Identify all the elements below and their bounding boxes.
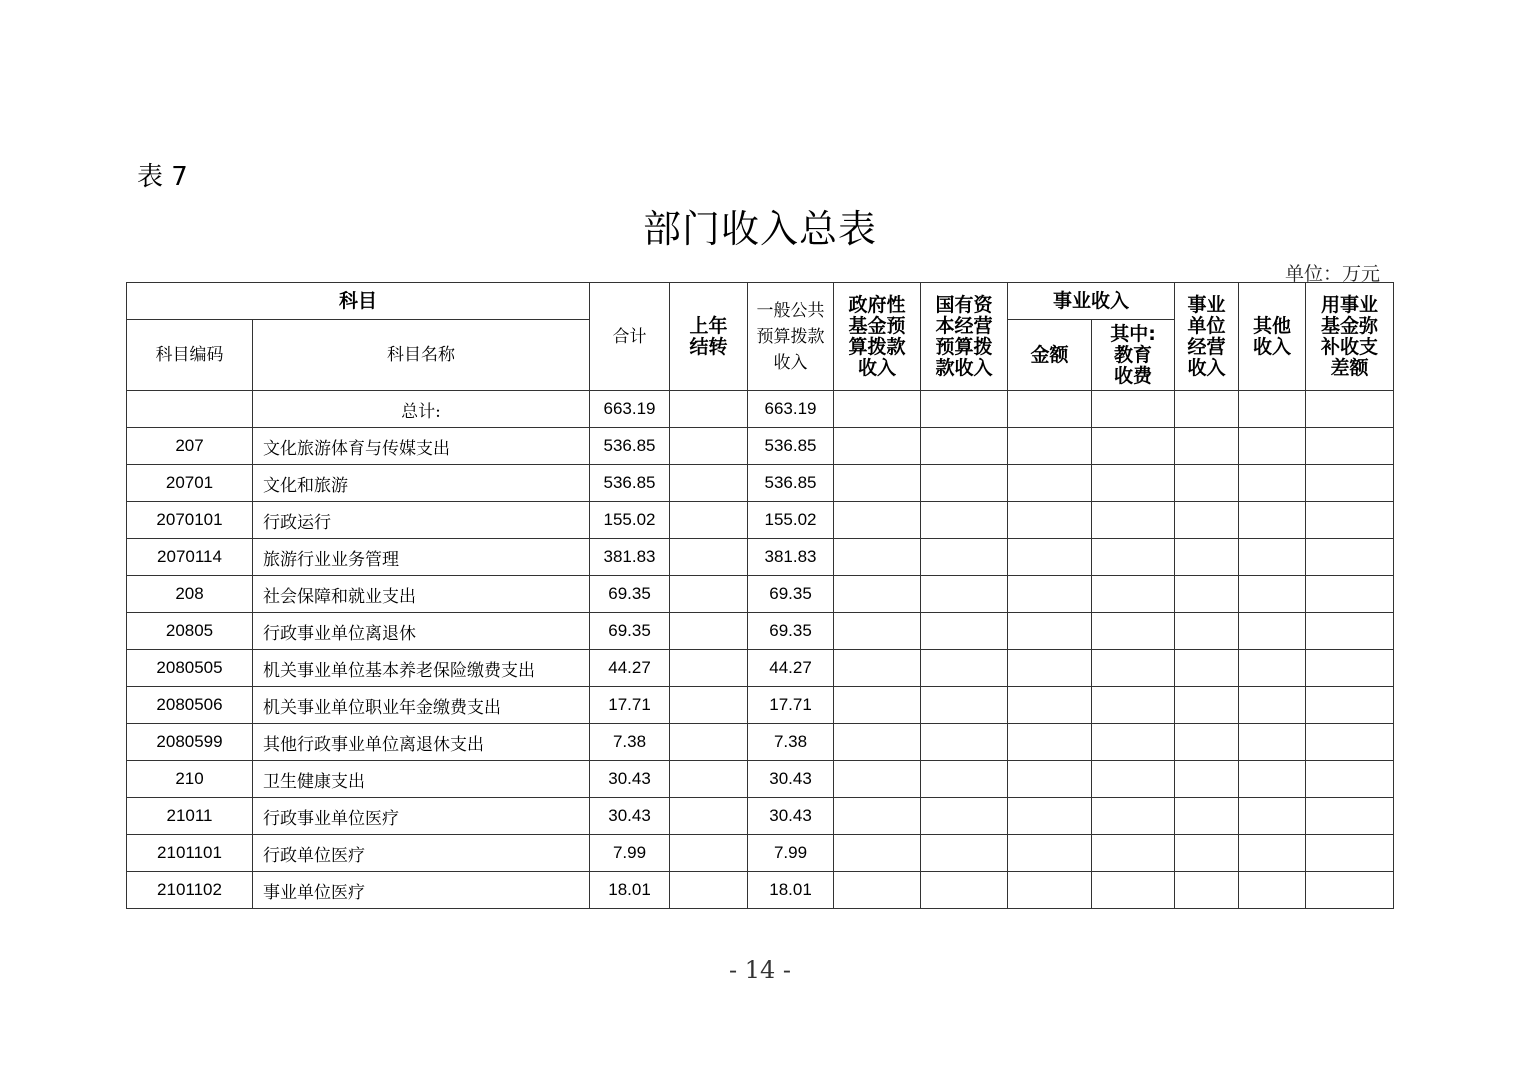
header-subject-code: 科目编码 — [127, 320, 253, 391]
cell-code: 2070114 — [127, 539, 253, 576]
table-row — [127, 872, 1394, 909]
cell-empty — [1008, 650, 1092, 687]
page-title: 部门收入总表 — [642, 207, 877, 251]
cell-general: 536.85 — [748, 465, 834, 502]
header-edu-fee-line: 教育 — [1114, 343, 1153, 366]
header-fund-supplement-line: 基金弥 — [1321, 314, 1379, 337]
cell-empty — [834, 428, 921, 465]
cell-general: 155.02 — [748, 502, 834, 539]
cell-carryover — [670, 650, 748, 687]
cell-empty — [834, 798, 921, 835]
cell-total: 663.19 — [590, 391, 670, 428]
cell-empty — [921, 724, 1008, 761]
cell-general: 381.83 — [748, 539, 834, 576]
table-row — [127, 687, 1394, 724]
header-general-budget-line: 收入 — [773, 352, 808, 373]
cell-empty — [1306, 687, 1394, 724]
cell-empty — [1092, 761, 1175, 798]
cell-total: 155.02 — [590, 502, 670, 539]
table-row — [127, 502, 1394, 539]
header-edu-fee-line: 其中: — [1110, 322, 1156, 345]
cell-empty — [1239, 687, 1306, 724]
cell-empty — [1306, 872, 1394, 909]
cell-empty — [1239, 391, 1306, 428]
cell-carryover — [670, 798, 748, 835]
cell-empty — [1008, 724, 1092, 761]
cell-empty — [1239, 798, 1306, 835]
cell-general: 17.71 — [748, 687, 834, 724]
cell-empty — [1175, 798, 1239, 835]
table-label: 表 7 — [137, 162, 188, 192]
cell-empty — [1306, 650, 1394, 687]
cell-empty — [1092, 465, 1175, 502]
cell-empty — [1239, 576, 1306, 613]
header-gov-fund-line: 算拨款 — [848, 335, 906, 358]
header-business-income: 事业收入 — [1008, 283, 1175, 320]
cell-empty — [1092, 835, 1175, 872]
header-edu-fee-line: 收费 — [1114, 364, 1153, 387]
cell-empty — [1008, 613, 1092, 650]
cell-empty — [1175, 724, 1239, 761]
cell-empty — [1092, 391, 1175, 428]
header-fund-supplement-line: 补收支 — [1321, 335, 1379, 358]
cell-name: 其他行政事业单位离退休支出 — [253, 724, 590, 761]
page-number: - 14 - — [728, 956, 791, 984]
header-state-capital-line: 国有资 — [935, 293, 993, 316]
cell-name: 旅游行业业务管理 — [253, 539, 590, 576]
table-row — [127, 613, 1394, 650]
header-general-budget — [748, 283, 834, 391]
header-fund-supplement-line: 差额 — [1330, 356, 1369, 379]
table-row — [127, 576, 1394, 613]
cell-code — [127, 391, 253, 428]
cell-total: 381.83 — [590, 539, 670, 576]
cell-empty — [921, 613, 1008, 650]
cell-carryover — [670, 724, 748, 761]
cell-total: 44.27 — [590, 650, 670, 687]
table-row — [127, 724, 1394, 761]
cell-empty — [921, 798, 1008, 835]
cell-empty — [1092, 798, 1175, 835]
header-gov-fund-line: 收入 — [858, 356, 897, 379]
cell-empty — [921, 872, 1008, 909]
cell-empty — [1092, 502, 1175, 539]
cell-empty — [1239, 539, 1306, 576]
header-carryover-line: 结转 — [689, 335, 728, 358]
cell-code: 20805 — [127, 613, 253, 650]
cell-carryover — [670, 539, 748, 576]
cell-empty — [1306, 576, 1394, 613]
cell-empty — [1175, 835, 1239, 872]
cell-empty — [1306, 613, 1394, 650]
header-amount: 金额 — [1008, 320, 1092, 391]
cell-empty — [834, 872, 921, 909]
cell-empty — [1306, 724, 1394, 761]
cell-carryover — [670, 502, 748, 539]
cell-empty — [1239, 650, 1306, 687]
table-row — [127, 835, 1394, 872]
cell-total: 69.35 — [590, 576, 670, 613]
cell-empty — [1092, 650, 1175, 687]
cell-name: 机关事业单位基本养老保险缴费支出 — [253, 650, 590, 687]
cell-carryover — [670, 835, 748, 872]
header-gov-fund-line: 基金预 — [848, 314, 906, 337]
cell-empty — [921, 687, 1008, 724]
table-row — [127, 798, 1394, 835]
cell-general: 69.35 — [748, 576, 834, 613]
cell-empty — [1008, 465, 1092, 502]
cell-empty — [1092, 724, 1175, 761]
cell-carryover — [670, 687, 748, 724]
cell-name: 行政单位医疗 — [253, 835, 590, 872]
cell-carryover — [670, 872, 748, 909]
cell-empty — [1239, 613, 1306, 650]
cell-code: 2070101 — [127, 502, 253, 539]
cell-empty — [1175, 872, 1239, 909]
cell-code: 2101101 — [127, 835, 253, 872]
unit-label: 单位：万元 — [1284, 263, 1380, 285]
cell-total: 30.43 — [590, 798, 670, 835]
cell-empty — [1239, 835, 1306, 872]
cell-name: 行政运行 — [253, 502, 590, 539]
cell-general: 30.43 — [748, 761, 834, 798]
cell-carryover — [670, 576, 748, 613]
cell-total: 30.43 — [590, 761, 670, 798]
cell-empty — [1008, 835, 1092, 872]
cell-carryover — [670, 465, 748, 502]
cell-general: 536.85 — [748, 428, 834, 465]
cell-empty — [834, 465, 921, 502]
cell-code: 2101102 — [127, 872, 253, 909]
header-total: 合计 — [590, 283, 670, 391]
table-row — [127, 539, 1394, 576]
cell-general: 7.99 — [748, 835, 834, 872]
cell-empty — [1306, 539, 1394, 576]
cell-code: 210 — [127, 761, 253, 798]
cell-empty — [1175, 465, 1239, 502]
cell-empty — [1008, 391, 1092, 428]
cell-empty — [921, 835, 1008, 872]
cell-empty — [834, 576, 921, 613]
cell-general: 18.01 — [748, 872, 834, 909]
header-fund-supplement — [1306, 283, 1394, 391]
cell-empty — [1306, 502, 1394, 539]
cell-name: 机关事业单位职业年金缴费支出 — [253, 687, 590, 724]
cell-empty — [1175, 687, 1239, 724]
cell-empty — [1008, 798, 1092, 835]
header-general-budget-line: 一般公共 — [756, 300, 825, 321]
cell-name: 行政事业单位医疗 — [253, 798, 590, 835]
cell-empty — [1092, 576, 1175, 613]
cell-empty — [1092, 428, 1175, 465]
header-state-capital-line: 款收入 — [935, 356, 993, 379]
cell-code: 21011 — [127, 798, 253, 835]
cell-empty — [921, 502, 1008, 539]
cell-empty — [1239, 428, 1306, 465]
cell-empty — [1092, 539, 1175, 576]
header-unit-operating-line: 事业 — [1187, 293, 1226, 316]
header-state-capital-line: 本经营 — [935, 314, 993, 337]
cell-empty — [1175, 761, 1239, 798]
cell-name: 文化旅游体育与传媒支出 — [253, 428, 590, 465]
cell-carryover — [670, 428, 748, 465]
cell-empty — [921, 539, 1008, 576]
cell-empty — [1239, 761, 1306, 798]
cell-general: 69.35 — [748, 613, 834, 650]
cell-empty — [921, 391, 1008, 428]
cell-total: 7.38 — [590, 724, 670, 761]
cell-empty — [1239, 724, 1306, 761]
header-carryover — [670, 283, 748, 391]
table-row — [127, 650, 1394, 687]
cell-general: 663.19 — [748, 391, 834, 428]
cell-code: 2080506 — [127, 687, 253, 724]
cell-empty — [1008, 428, 1092, 465]
cell-empty — [1306, 465, 1394, 502]
header-subject-group: 科目 — [127, 283, 590, 320]
cell-empty — [1092, 613, 1175, 650]
cell-empty — [1239, 465, 1306, 502]
cell-empty — [1306, 835, 1394, 872]
cell-empty — [1092, 872, 1175, 909]
income-summary-table — [126, 282, 1394, 909]
cell-code: 207 — [127, 428, 253, 465]
cell-carryover — [670, 391, 748, 428]
cell-code: 2080599 — [127, 724, 253, 761]
cell-empty — [1175, 539, 1239, 576]
cell-name: 文化和旅游 — [253, 465, 590, 502]
header-unit-operating-line: 收入 — [1187, 356, 1226, 379]
cell-general: 7.38 — [748, 724, 834, 761]
cell-empty — [834, 724, 921, 761]
header-carryover-line: 上年 — [689, 314, 728, 337]
cell-empty — [1008, 502, 1092, 539]
cell-empty — [1092, 687, 1175, 724]
cell-empty — [834, 502, 921, 539]
cell-empty — [1175, 613, 1239, 650]
cell-empty — [1175, 650, 1239, 687]
cell-empty — [834, 613, 921, 650]
cell-empty — [1008, 539, 1092, 576]
cell-empty — [1306, 761, 1394, 798]
cell-code: 20701 — [127, 465, 253, 502]
cell-empty — [921, 576, 1008, 613]
cell-empty — [1175, 576, 1239, 613]
header-edu-fee — [1092, 320, 1175, 391]
header-other-income-line: 收入 — [1253, 335, 1292, 358]
header-state-capital-line: 预算拨 — [935, 335, 993, 358]
cell-name: 社会保障和就业支出 — [253, 576, 590, 613]
table-row — [127, 465, 1394, 502]
cell-general: 44.27 — [748, 650, 834, 687]
cell-empty — [834, 761, 921, 798]
cell-empty — [1239, 872, 1306, 909]
header-other-income-line: 其他 — [1253, 314, 1292, 337]
cell-empty — [834, 687, 921, 724]
header-fund-supplement-line: 用事业 — [1321, 293, 1379, 316]
cell-empty — [1306, 428, 1394, 465]
cell-empty — [834, 391, 921, 428]
header-state-capital — [921, 283, 1008, 391]
cell-name: 事业单位医疗 — [253, 872, 590, 909]
cell-total: 536.85 — [590, 428, 670, 465]
cell-empty — [1175, 502, 1239, 539]
cell-empty — [834, 835, 921, 872]
cell-empty — [1008, 576, 1092, 613]
cell-empty — [834, 650, 921, 687]
header-unit-operating-line: 经营 — [1187, 335, 1226, 358]
cell-name: 总计: — [253, 391, 590, 428]
cell-name: 行政事业单位离退休 — [253, 613, 590, 650]
cell-empty — [921, 428, 1008, 465]
cell-code: 2080505 — [127, 650, 253, 687]
cell-carryover — [670, 761, 748, 798]
cell-code: 208 — [127, 576, 253, 613]
header-unit-operating-line: 单位 — [1187, 314, 1226, 337]
cell-empty — [921, 650, 1008, 687]
cell-empty — [1175, 391, 1239, 428]
table-row — [127, 761, 1394, 798]
cell-empty — [921, 465, 1008, 502]
cell-total: 536.85 — [590, 465, 670, 502]
cell-total: 17.71 — [590, 687, 670, 724]
cell-empty — [1175, 428, 1239, 465]
cell-empty — [1239, 502, 1306, 539]
cell-total: 7.99 — [590, 835, 670, 872]
cell-empty — [834, 539, 921, 576]
header-unit-operating — [1175, 283, 1239, 391]
header-subject-name: 科目名称 — [253, 320, 590, 391]
cell-total: 18.01 — [590, 872, 670, 909]
cell-name: 卫生健康支出 — [253, 761, 590, 798]
cell-general: 30.43 — [748, 798, 834, 835]
header-gov-fund — [834, 283, 921, 391]
cell-empty — [1306, 798, 1394, 835]
cell-empty — [1008, 687, 1092, 724]
cell-total: 69.35 — [590, 613, 670, 650]
cell-empty — [1306, 391, 1394, 428]
header-other-income — [1239, 283, 1306, 391]
table-row — [127, 428, 1394, 465]
cell-empty — [1008, 761, 1092, 798]
cell-empty — [1008, 872, 1092, 909]
cell-empty — [921, 761, 1008, 798]
header-general-budget-line: 预算拨款 — [756, 326, 825, 347]
table-row-total — [127, 391, 1394, 428]
cell-carryover — [670, 613, 748, 650]
header-gov-fund-line: 政府性 — [848, 293, 906, 316]
